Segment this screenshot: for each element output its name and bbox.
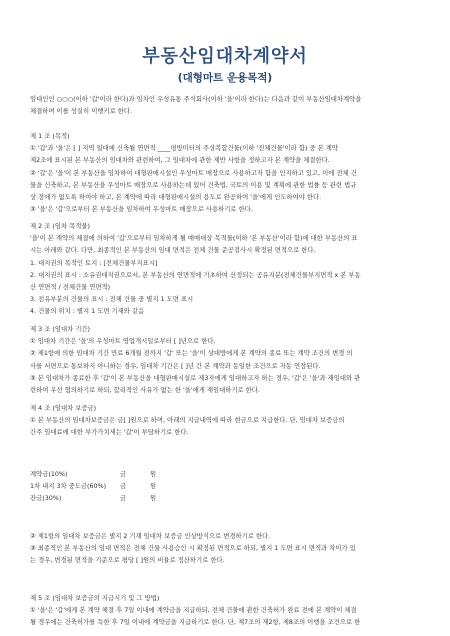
text-line: ③ '을'은 '갑'으로부터 본 부동산을 임차하여 우성마트 매장으로 사용하기로 한다.	[30, 206, 253, 214]
text-line: 임대인인 ○○○(이하 '갑'이라 한다)과 임차인 우성유통 주식회사(이하 '을'이라 한다)는 다음과 같이 부동산임대차계약을	[30, 96, 362, 103]
text-line: 시는 아래와 같다. 다만, 최종적인 본 부동산의 임대 면적은 전체 건물 준공검사시 확정된 면적으로 한다.	[30, 247, 316, 255]
text-line: ② 제1항에 의한 임대차 기간 만료 6개월 전까지 '갑' 또는 '을'이 상대방에게 본 계약의 종료 또는 계약 조건의 변경 의	[30, 350, 353, 358]
text-line: ② 제1항의 임대차 보증금은 별지 2 기재 임대차 보증금 인상방식으로 변경하기로 한다.	[30, 533, 271, 540]
text-line: 2. 대지권의 표시 : 소유권대지권으로서, 본 부동산의 연면적에 기초하여 산정되는 공유지분(전체건물부지면적 x 본 부동	[30, 271, 361, 279]
text-line: ① '을'은 '갑'에게 본 계약 체결 후 7일 이내에 계약금을 지급하되, 전체 건물에 관한 건축허가 완료 전에 본 계약이 체결	[30, 607, 357, 615]
text-line: 간주 임대료에 대한 부가가치세는 '갑'이 부담하기로 한다.	[30, 429, 189, 437]
text-line: 4. 건물의 위치 : 별지 1 도면 기재와 같음	[30, 308, 145, 316]
amount-label: 계약금(10%)	[30, 471, 68, 478]
text-line: ① 임대차 기간은 '을'의 우성마트 영업개시일로부터 [ ]년으로 한다.	[30, 338, 216, 346]
article-4-continued	[30, 531, 424, 568]
text-line: ③ 본 임대차가 종료한 후 '갑'이 본 부동산을 대형판매시설로 제3자에게 임대하고자 하는 경우, '갑'은 '을'과 재임대와 관	[30, 374, 361, 382]
document-title: 부동산임대차계약서	[142, 46, 308, 67]
text-line: 될 경우에는 건축허가를 득한 후 7일 이내에 계약금을 지급하기로 한다. 단, 제7조의 제2항, 제8조의 이행을 조건으로 한	[30, 619, 361, 627]
text-line: ③ 최종적인 본 부동산의 임대 면적은 전체 건물 사용승인 시 확정된 면적으로 하되, 별지 1 도면 표시 면적과 차이가 있	[30, 545, 356, 553]
article-heading: 제 2 조 (임차 목적물)	[30, 223, 90, 230]
deposit-amounts	[30, 469, 424, 506]
text-line: ① 본 부동산의 임대차보증금은 금[ ]원으로 하며, 아래의 지급내역에 따라 현금으로 지급한다. 단, 임대차 보증금의	[30, 417, 345, 425]
intro-paragraph	[30, 94, 424, 118]
article-4	[30, 403, 424, 440]
amount-label: 1차 내지 3차 중도금(60%)	[30, 483, 107, 491]
document-subtitle: (대형마트 운용목적)	[177, 72, 273, 84]
article-heading: 제 1 조 (목적)	[30, 133, 70, 140]
text-line: 상 장애가 없도록 하여야 하고, 본 계약에 따라 대형판매시설의 용도로 완공하여 '을'에게 인도하여야 한다.	[30, 194, 322, 202]
text-line: 련하여 우선 협의하기로 하되, 합리적인 사유가 없는 한 '을'에게 재임대하기로 한다.	[30, 387, 260, 395]
amount-prefix: 금	[120, 483, 127, 491]
amount-unit: 원	[150, 471, 157, 478]
text-line: '을'이 본 계약의 체결에 의하여 '갑'으로부터 임차하게 될 매매대상 목적물(이하 '본 부동산'이라 함)에 대한 부동산의 표	[30, 235, 358, 243]
text-line: 산 연면적 / 전체건물 연면적)	[30, 284, 111, 292]
article-2	[30, 221, 424, 319]
amount-unit: 원	[150, 483, 157, 491]
amount-row	[30, 493, 424, 505]
article-3	[30, 324, 424, 397]
text-line: ② '갑'은 '을'이 본 부동산을 임차하여 대형판매시설인 우성마트 매장으로 사용하고자 함을 인지하고 있고, 이에 전체 건	[30, 169, 357, 177]
text-line: 1. 대지권의 목적인 토지 : [전체건물부지표시]	[30, 259, 158, 267]
article-1	[30, 131, 424, 216]
amount-prefix: 금	[120, 495, 127, 503]
text-line: 3. 전유부분의 건물의 표시 : 전체 건물 중 별지 1 도면 표시	[30, 296, 194, 304]
amount-row	[30, 469, 424, 481]
amount-prefix: 금	[120, 471, 127, 478]
text-line: 사를 서면으로 통보하지 아니하는 경우, 임대차 기간은 [ ]년 간 본 계약과 동일한 조건으로 자동 연장된다.	[30, 362, 321, 370]
article-heading: 제 3 조 (임대차 기간)	[30, 326, 90, 333]
amount-label: 잔금(30%)	[30, 495, 62, 503]
amount-unit: 원	[150, 495, 157, 503]
article-5	[30, 593, 424, 630]
text-line: 제2조에 표시된 본 부동산의 임대차와 관련하여, 그 임대차에 관한 제반 사항을 정하고자 본 계약을 체결한다.	[30, 157, 330, 165]
amount-row	[30, 481, 424, 493]
text-line: 물을 신축하고, 본 부동산을 우성마트 매장으로 사용하는데 있어 건축법, 국토의 이용 및 계획에 관한 법률 등 관련 법규	[30, 181, 357, 189]
article-heading: 제 5 조 (임대차 보증금의 지급시기 및 그 방법)	[30, 595, 160, 602]
article-heading: 제 4 조 (임대차 보증금)	[30, 405, 97, 412]
text-line: 체결하며 이를 성실히 이행키로 한다.	[30, 108, 133, 116]
text-line: 는 경우, 변경된 면적을 기준으로 평당 [ ]원의 비율로 정산하기로 한다.	[30, 557, 225, 565]
text-line: ① '갑'과 '을'은 [ ] 지역 일대에 신축될 연면적 ____평방미터의 주상복합건물(이하 '전체건물'이라 함) 중 본 계약	[30, 145, 338, 153]
